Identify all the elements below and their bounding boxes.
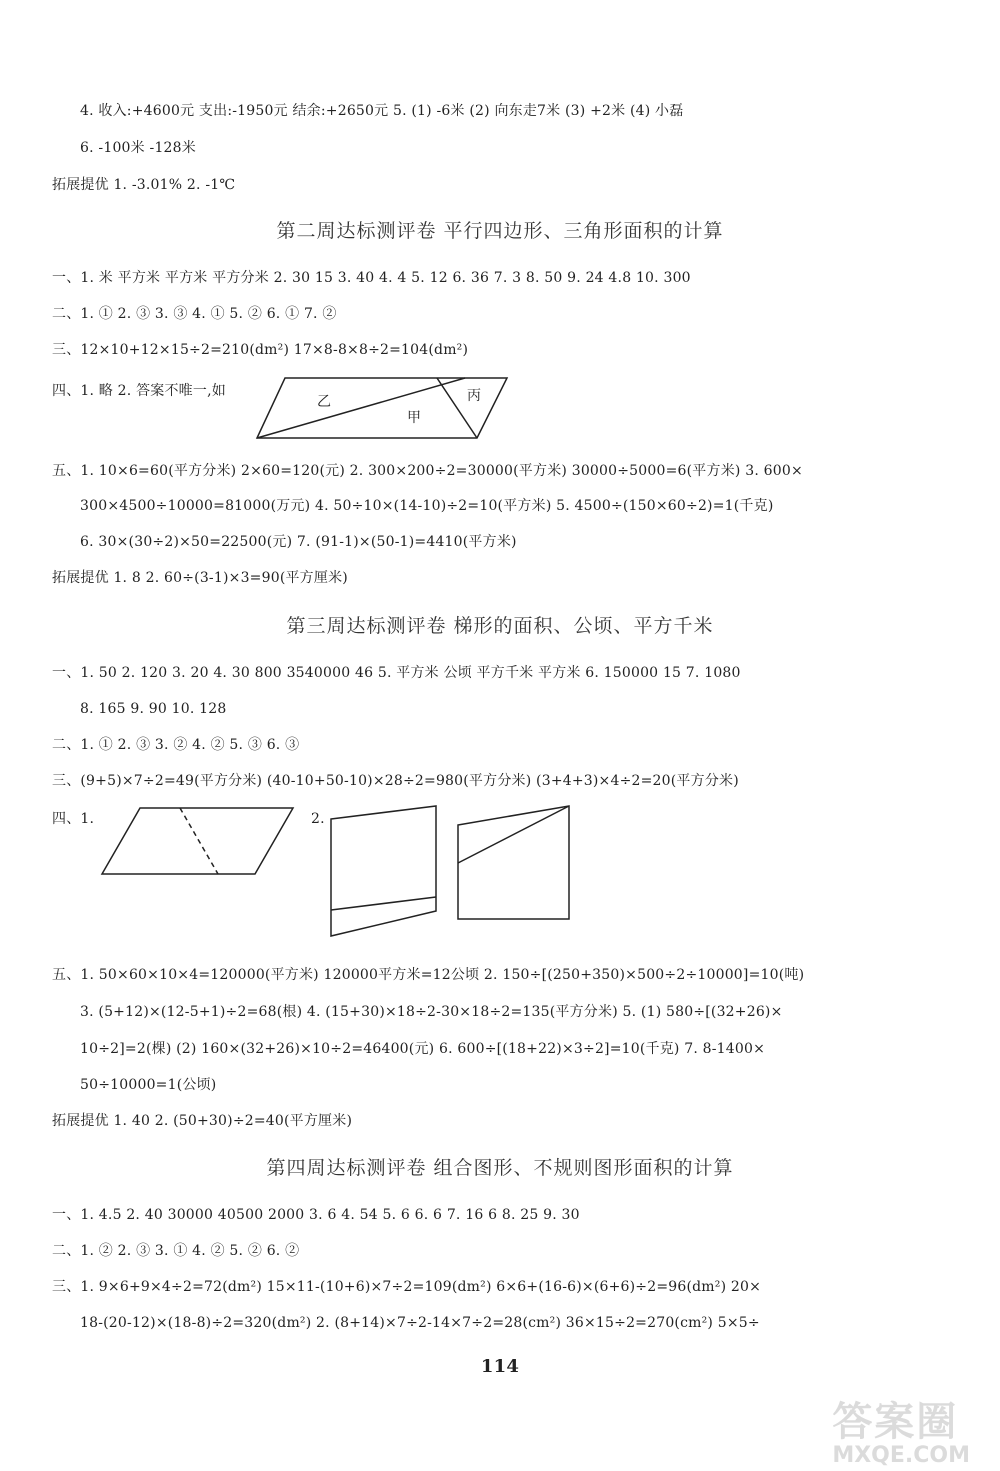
line-1: 4. 收入:+4600元 支出:-1950元 结余:+2650元 5. (1) -6米 (2) 向东走7米 (3) +2米 (4) 小磊 bbox=[80, 103, 684, 119]
line-14: 二、1. ① 2. ③ 3. ② 4. ② 5. ③ 6. ③ bbox=[52, 737, 300, 753]
line-6: 三、12×10+12×15÷2=210(dm²) 17×8-8×8÷2=104(dm²) bbox=[52, 342, 469, 358]
line-18: 3. (5+12)×(12-5+1)÷2=68(根) 4. (15+30)×18÷2-30×18÷2=135(平方分米) 5. (1) 580÷[(32+26)× bbox=[80, 1004, 783, 1020]
line-8: 五、1. 10×6=60(平方分米) 2×60=120(元) 2. 300×200÷2=30000(平方米) 30000÷5000=6(平方米) 3. 600× bbox=[52, 463, 803, 479]
line-13: 8. 165 9. 90 10. 128 bbox=[80, 701, 227, 717]
label-bing: 丙 bbox=[467, 388, 481, 404]
line-19: 10÷2]=2(棵) (2) 160×(32+26)×10÷2=46400(元) 6. 600÷[(18+22)×3÷2]=10(千克) 7. 8-1400× bbox=[80, 1041, 766, 1057]
line-5: 二、1. ① 2. ③ 3. ③ 4. ① 5. ② 6. ① 7. ② bbox=[52, 306, 337, 322]
section-heading-week3: 第三周达标测评卷 梯形的面积、公顷、平方千米 bbox=[286, 615, 714, 637]
line-16-label-2: 2. bbox=[311, 811, 325, 827]
parallelogram-figure bbox=[255, 374, 515, 444]
line-10: 6. 30×(30÷2)×50=22500(元) 7. (91-1)×(50-1)=4410(平方米) bbox=[80, 534, 517, 550]
watermark-sub: MXQE.COM bbox=[832, 1443, 970, 1468]
line-7: 四、1. 略 2. 答案不唯一,如 bbox=[52, 383, 226, 399]
line-11: 拓展提优 1. 8 2. 60÷(3-1)×3=90(平方厘米) bbox=[52, 570, 348, 586]
line-23: 二、1. ② 2. ③ 3. ① 4. ② 5. ② 6. ② bbox=[52, 1243, 300, 1259]
watermark bbox=[832, 1390, 970, 1468]
section-heading-week2: 第二周达标测评卷 平行四边形、三角形面积的计算 bbox=[276, 220, 724, 242]
line-21: 拓展提优 1. 40 2. (50+30)÷2=40(平方厘米) bbox=[52, 1113, 353, 1129]
line-9: 300×4500÷10000=81000(万元) 4. 50÷10×(14-10)÷2=10(平方米) 5. 4500÷(150×60÷2)=1(千克) bbox=[80, 498, 774, 514]
line-15: 三、(9+5)×7÷2=49(平方分米) (40-10+50-10)×28÷2=980(平方分米) (3+4+3)×4÷2=20(平方分米) bbox=[52, 773, 739, 789]
section-heading-week4: 第四周达标测评卷 组合图形、不规则图形面积的计算 bbox=[266, 1157, 734, 1179]
line-4: 一、1. 米 平方米 平方米 平方分米 2. 30 15 3. 40 4. 4 5. 12 6. 36 7. 3 8. 50 9. 24 4.8 10. 300 bbox=[52, 270, 691, 286]
parallelogram-dashed-figure bbox=[100, 805, 296, 877]
page-number: 114 bbox=[480, 1356, 520, 1377]
line-16-label-1: 四、1. bbox=[52, 811, 95, 827]
line-17: 五、1. 50×60×10×4=120000(平方米) 120000平方米=12公顷 2. 150÷[(250+350)×500÷2÷10000]=10(吨) bbox=[52, 967, 805, 983]
line-12: 一、1. 50 2. 120 3. 20 4. 30 800 3540000 46 5. 平方米 公顷 平方千米 平方米 6. 150000 15 7. 1080 bbox=[52, 665, 741, 681]
line-24: 三、1. 9×6+9×4÷2=72(dm²) 15×11-(10+6)×7÷2=109(dm²) 6×6+(16-6)×(6+6)÷2=96(dm²) 20× bbox=[52, 1279, 762, 1295]
line-20: 50÷10000=1(公顷) bbox=[80, 1077, 217, 1093]
trapezoid-figure-b bbox=[453, 803, 575, 923]
label-yi: 乙 bbox=[317, 394, 331, 410]
label-jia: 甲 bbox=[407, 410, 421, 426]
line-22: 一、1. 4.5 2. 40 30000 40500 2000 3. 6 4. 54 5. 6 6. 6 7. 16 6 8. 25 9. 30 bbox=[52, 1207, 580, 1223]
trapezoid-figure-a bbox=[326, 803, 440, 939]
watermark-main: 答案圈 bbox=[832, 1399, 959, 1445]
line-3: 拓展提优 1. -3.01% 2. -1℃ bbox=[52, 177, 236, 193]
line-25: 18-(20-12)×(18-8)÷2=320(dm²) 2. (8+14)×7÷2-14×7÷2=28(cm²) 36×15÷2=270(cm²) 5×5÷ bbox=[80, 1315, 760, 1331]
line-2: 6. -100米 -128米 bbox=[80, 140, 196, 156]
